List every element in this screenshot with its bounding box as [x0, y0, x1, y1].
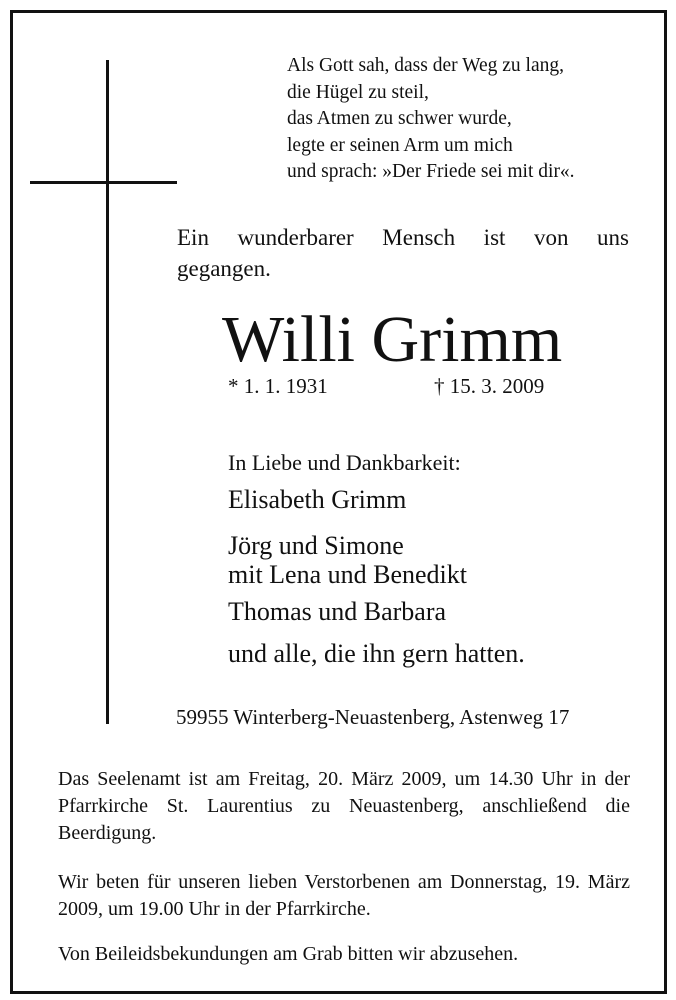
- poem-line: die Hügel zu steil,: [287, 81, 429, 103]
- poem-line: Als Gott sah, dass der Weg zu lang,: [287, 55, 564, 76]
- requiem-notice: Das Seelenamt ist am Freitag, 20. März 2009, um 14.30 Uhr in der Pfarrkirche St. Laurentius zu Neuastenberg, anschließend die Beerdigung.: [58, 768, 630, 844]
- mourner-line: Jörg und Simone: [228, 531, 404, 560]
- mourner-line: Elisabeth Grimm: [228, 485, 407, 514]
- cross-vertical-beam: [106, 60, 109, 724]
- cross-horizontal-beam: [30, 181, 177, 184]
- mourner-line: mit Lena und Benedikt: [228, 560, 468, 589]
- poem: [287, 53, 575, 186]
- deceased-name: Willi Grimm: [222, 303, 563, 376]
- mourners-heading: In Liebe und Dankbarkeit:: [228, 450, 461, 475]
- family-address: 59955 Winterberg-Neuastenberg, Astenweg 17: [176, 705, 570, 729]
- poem-line: das Atmen zu schwer wurde,: [287, 108, 512, 129]
- intro-text: Ein wunderbarer Mensch ist von uns gegangen.: [177, 225, 629, 281]
- prayer-notice: Wir beten für unseren lieben Verstorbenen am Donnerstag, 19. März 2009, um 19.00 Uhr in der Pfarrkirche.: [58, 871, 630, 920]
- birth-date: * 1. 1. 1931: [228, 374, 328, 398]
- mourner-line: und alle, die ihn gern hatten.: [228, 639, 525, 668]
- mourner-line: Thomas und Barbara: [228, 597, 447, 626]
- condolence-notice: Von Beileidsbekundungen am Grab bitten wir abzusehen.: [58, 943, 519, 965]
- poem-line: legte er seinen Arm um mich: [287, 134, 513, 156]
- death-date: † 15. 3. 2009: [434, 374, 545, 398]
- poem-line: und sprach: »Der Friede sei mit dir«.: [287, 161, 575, 182]
